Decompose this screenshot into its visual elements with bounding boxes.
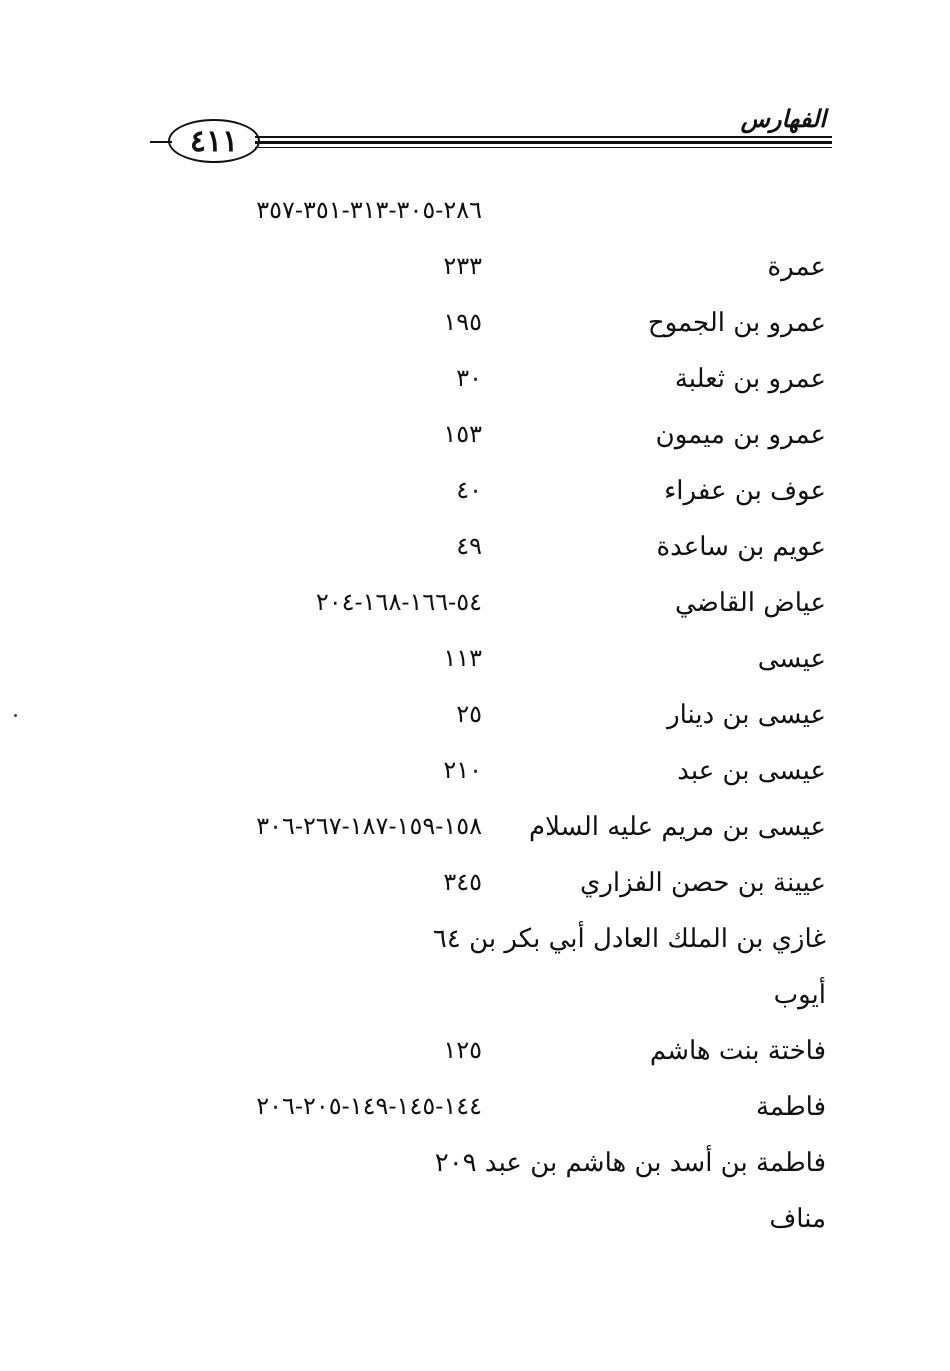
index-entry-pages: ١٥٣ (443, 420, 482, 448)
index-entry-name: عمرة (767, 252, 826, 282)
index-entry-name: أيوب (773, 980, 826, 1010)
index-entry-name: غازي بن الملك العادل أبي بكر بن ٦٤ (432, 924, 826, 954)
index-entry-pages: ٤٠ (456, 476, 482, 504)
index-entry-name: عيسى (757, 644, 826, 674)
index-entry-name: عوف بن عفراء (664, 476, 826, 506)
index-entry-pages: ١٩٥ (443, 308, 482, 336)
index-entry-name: عمرو بن ثعلبة (674, 364, 826, 394)
index-entry-name: عيسى بن عبد (677, 756, 826, 786)
index-entry-pages: ١٤٤-١٤٥-١٤٩-٢٠٥-٢٠٦ (256, 1092, 482, 1120)
index-entry-pages: ٢٣٣ (443, 252, 482, 280)
index-entry-pages: ١١٣ (443, 644, 482, 672)
running-header-title: الفهارس (740, 104, 826, 133)
index-entry-pages: ٥٤-١٦٦-١٦٨-٢٠٤ (315, 588, 482, 616)
index-entry-name: عيسى بن مريم عليه السلام (529, 812, 826, 842)
index-entry-pages: ٣٠ (456, 364, 482, 392)
index-entry-name: عياض القاضي (675, 588, 826, 618)
index-entry-pages: ٣٤٥ (443, 868, 482, 896)
index-entry-pages: ٤٩ (456, 532, 482, 560)
index-entry-pages: ١٥٨-١٥٩-١٨٧-٢٦٧-٣٠٦ (256, 812, 482, 840)
index-entry-name: عويم بن ساعدة (656, 532, 826, 562)
index-entry-name: فاختة بنت هاشم (649, 1036, 826, 1066)
scan-speck (14, 714, 17, 717)
index-entry-name: عيسى بن دينار (667, 700, 826, 730)
index-entry-name: عمرو بن ميمون (655, 420, 826, 450)
continued-page-refs: ٢٨٦-٣٠٥-٣١٣-٣٥١-٣٥٧ (256, 196, 482, 224)
index-entry-name: فاطمة (755, 1092, 826, 1122)
index-entry-pages: ١٢٥ (443, 1036, 482, 1064)
index-entry-name: عمرو بن الجموح (647, 308, 826, 338)
index-entry-name: فاطمة بن أسد بن هاشم بن عبد ٢٠٩ (434, 1148, 826, 1178)
index-entry-pages: ٢٥ (456, 700, 482, 728)
index-entry-name: مناف (769, 1204, 826, 1234)
index-entry-name: عيينة بن حصن الفزاري (580, 868, 826, 898)
page-number: ٤١١ (168, 119, 260, 163)
index-entry-pages: ٢١٠ (443, 756, 482, 784)
